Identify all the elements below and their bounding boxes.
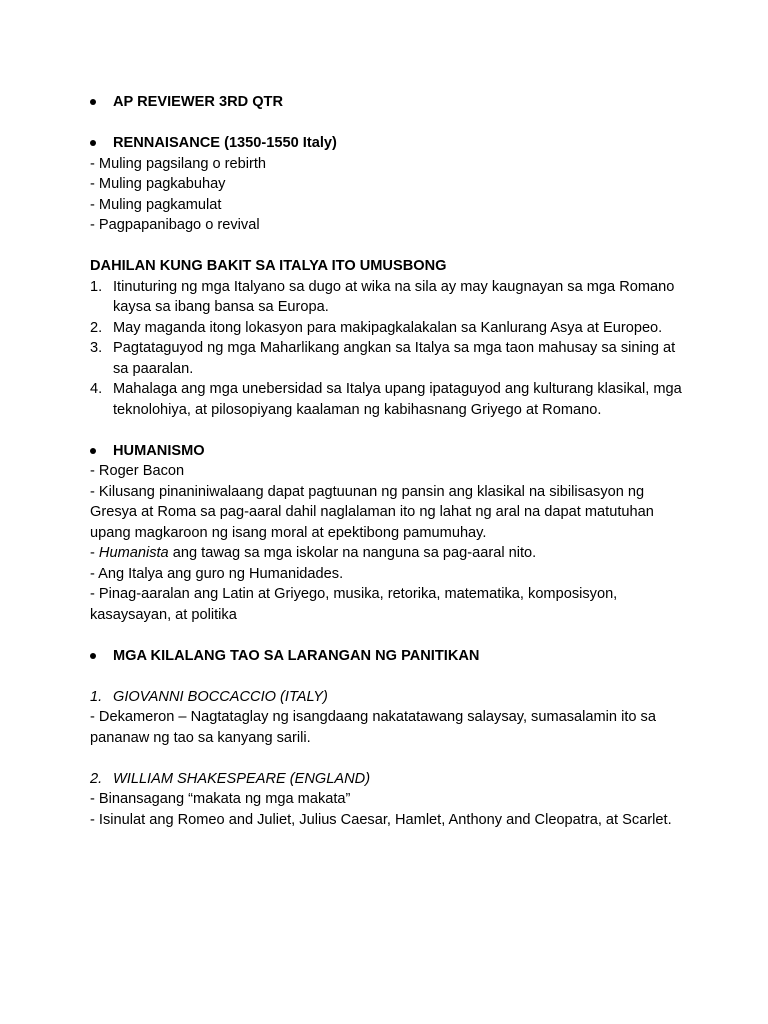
dahilan-list-item	[90, 379, 690, 420]
dash-prefix: -	[90, 545, 99, 561]
list-number: 4.	[90, 381, 103, 397]
person-description: - Binansagang “makata ng mga makata”	[90, 791, 351, 807]
humanismo-item: - Roger Bacon	[90, 463, 185, 479]
humanismo-item-text: ang tawag sa mga iskolar na nanguna sa pag-aaral nito.	[168, 545, 537, 561]
person-description: - Dekameron – Nagtataglay ng isangdaang nakatatawang salaysay, sumasalamin ito sa pananaw ng tao sa kanyang sarili.	[90, 709, 656, 746]
list-number: 2.	[90, 319, 103, 336]
renaissance-item: - Muling pagkabuhay	[90, 176, 226, 192]
renaissance-item: - Pagpapanibago o revival	[90, 217, 260, 233]
document-title: AP REVIEWER 3RD QTR	[90, 92, 690, 113]
person-description: - Isinulat ang Romeo and Juliet, Julius Caesar, Hamlet, Anthony and Cleopatra, at Scarlet.	[90, 811, 672, 828]
person-name	[90, 687, 690, 708]
renaissance-heading: RENNAISANCE (1350-1550 Italy)	[90, 133, 690, 154]
list-text: Pagtataguyod ng mga Maharlikang angkan sa Italya sa mga taon mahusay sa sining at sa paaralan.	[113, 340, 676, 377]
humanismo-item: - Pinag-aaralan ang Latin at Griyego, musika, retorika, matematika, komposisyon, kasaysayan, at politika	[90, 586, 618, 623]
dahilan-list-item	[90, 338, 690, 379]
panitikan-heading: MGA KILALANG TAO SA LARANGAN NG PANITIKAN	[90, 646, 690, 667]
person-name-text: GIOVANNI BOCCACCIO (ITALY)	[113, 688, 328, 705]
humanismo-item: - Ang Italya ang guro ng Humanidades.	[90, 565, 344, 582]
person-name-text: WILLIAM SHAKESPEARE (ENGLAND)	[113, 770, 371, 787]
renaissance-item: - Muling pagkamulat	[90, 196, 222, 213]
dahilan-list-item	[90, 318, 690, 339]
list-text: May maganda itong lokasyon para makipagkalakalan sa Kanlurang Asya at Europeo.	[113, 319, 663, 336]
list-number: 1.	[90, 278, 103, 295]
humanismo-item: - Kilusang pinaniniwalaang dapat pagtuunan ng pansin ang klasikal na sibilisasyon ng Gresya at Roma sa pag-aaral dahil naglalaman ito ng lahat ng aral na dapat matutuhan upang magkaroon ng isang moral at epektibong pamumuhay.	[90, 483, 654, 541]
humanismo-heading: HUMANISMO	[90, 441, 690, 462]
list-text: Mahalaga ang mga unebersidad sa Italya upang ipataguyod ang kulturang klasikal, mga teknolohiya, at pilosopiyang kaalaman ng kabihasnang Griyego at Romano.	[113, 381, 682, 418]
humanista-term: Humanista	[98, 545, 169, 561]
dahilan-list-item	[90, 277, 690, 318]
document-content	[90, 92, 690, 830]
list-text: Itinuturing ng mga Italyano sa dugo at wika na sila ay may kaugnayan sa mga Romano kaysa sa ibang bansa sa Europa.	[113, 278, 675, 315]
list-number: 3.	[90, 340, 103, 356]
list-number: 2.	[90, 770, 103, 787]
person-name	[90, 769, 690, 790]
renaissance-item: - Muling pagsilang o rebirth	[90, 155, 267, 172]
list-number: 1.	[90, 688, 103, 705]
dahilan-heading: DAHILAN KUNG BAKIT SA ITALYA ITO UMUSBONG	[90, 258, 447, 274]
humanismo-item	[90, 543, 690, 564]
